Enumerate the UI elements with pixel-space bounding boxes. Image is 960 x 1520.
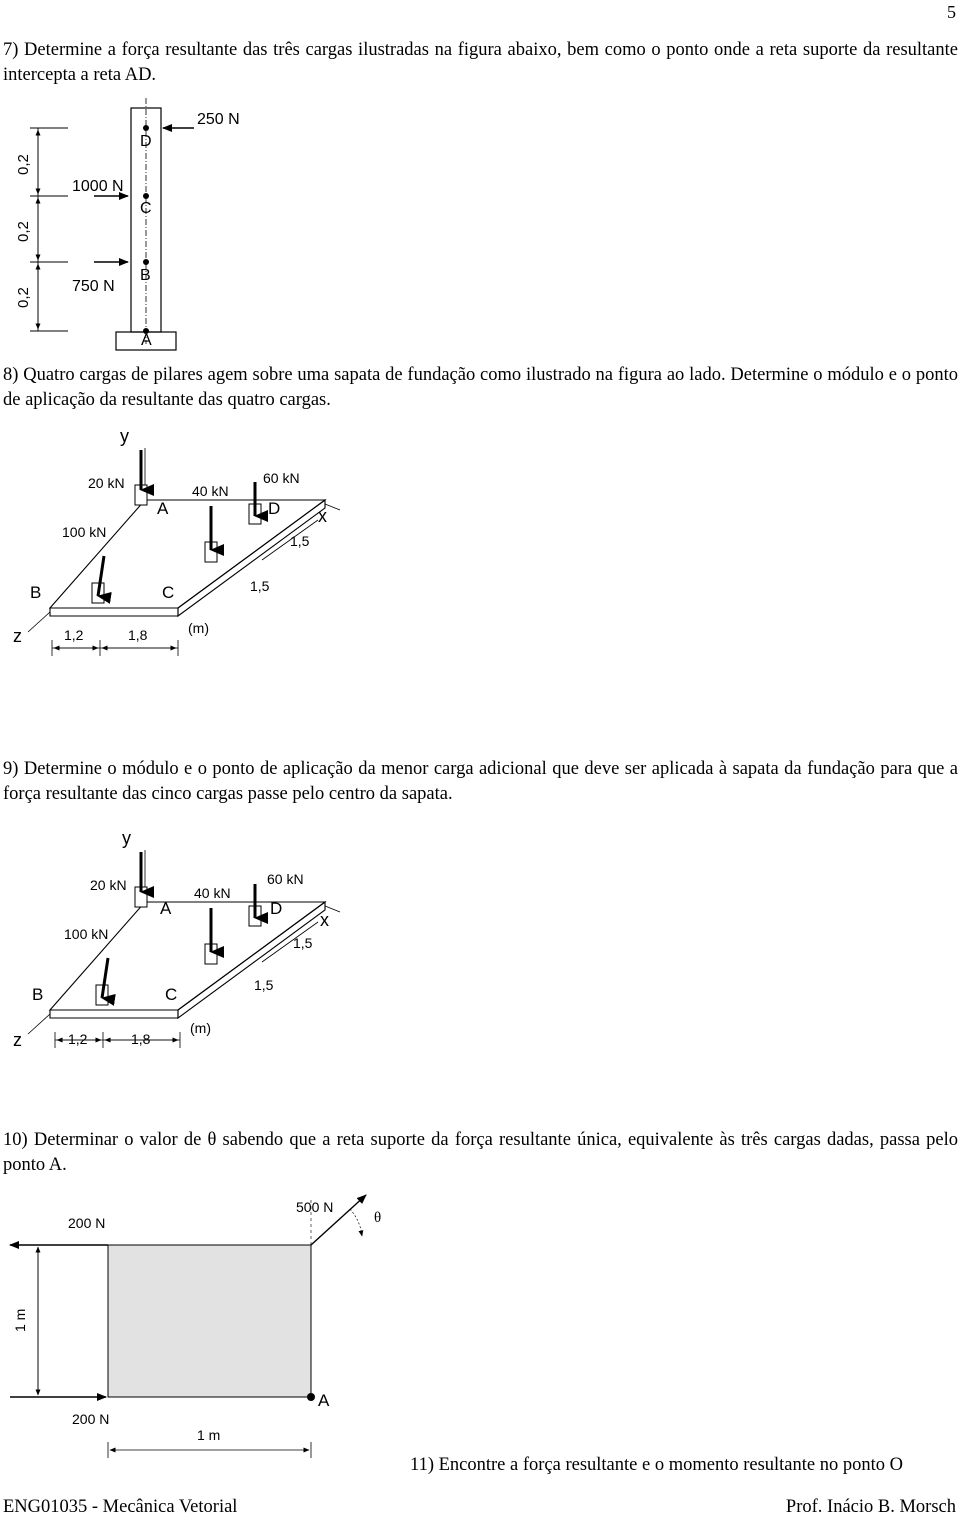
force-250-label: 250 N [197, 111, 240, 128]
dim-bottom-1: 1,2 [64, 627, 84, 643]
axis-z-label: z [13, 626, 22, 646]
dim-side-upper: 1,5 [290, 533, 310, 549]
footer-course: ENG01035 - Mecânica Vetorial [3, 1497, 238, 1517]
problem-11-text: 11) Encontre a força resultante e o momento resultante no ponto O [410, 1455, 903, 1475]
dim-horizontal-label: 1 m [197, 1427, 221, 1443]
dim-vertical-label: 1 m [12, 1308, 28, 1332]
point-d-label: D [268, 499, 281, 518]
page-number: 5 [947, 2, 956, 22]
plate [108, 1245, 311, 1397]
footing-front [50, 1010, 178, 1018]
footing-top [50, 500, 325, 608]
unit-label: (m) [188, 620, 209, 636]
force-500-label: 500 N [296, 1199, 334, 1215]
point-a-label: A [318, 1391, 330, 1410]
dim-bottom-2: 1,8 [128, 627, 148, 643]
theta-label: θ [374, 1210, 382, 1226]
problem-10-text: 10) Determinar o valor de θ sabendo que a reta suporte da força resultante única, equivalente às três cargas dadas, passa pelo ponto A. [3, 1130, 958, 1175]
force-1000-label: 1000 N [72, 178, 124, 195]
figure-problem-9 [0, 822, 960, 1082]
point-b-label: B [30, 583, 42, 602]
load-40-label: 40 kN [194, 885, 231, 901]
dim-label-top: 0,2 [15, 154, 32, 175]
theta-arc [350, 1209, 362, 1235]
point-d-label: D [140, 133, 152, 150]
point-b-label: B [32, 985, 44, 1004]
load-60-label: 60 kN [263, 470, 300, 486]
point-b-dot [143, 259, 149, 265]
force-200-top-label: 200 N [68, 1215, 106, 1231]
point-c-label: C [140, 200, 152, 217]
dim-label-bottom: 0,2 [15, 287, 32, 308]
dim-side-upper: 1,5 [293, 935, 313, 951]
point-a-label: A [141, 332, 152, 349]
point-b-label: B [140, 267, 151, 284]
point-d-dot [143, 125, 149, 131]
figure-problem-10 [0, 1190, 960, 1480]
dim-side-lower: 1,5 [250, 578, 270, 594]
dim-bottom-2: 1,8 [131, 1031, 151, 1047]
figure-problem-8 [0, 420, 960, 680]
point-a-dot [307, 1393, 315, 1401]
problem-8-text: 8) Quatro cargas de pilares agem sobre uma sapata de fundação como ilustrado na figura ao lado. Determine o módulo e o ponto de aplicação da resultante das quatro cargas. [3, 365, 958, 410]
axis-x-label: x [320, 910, 329, 930]
figure-problem-7 [0, 0, 960, 360]
point-d-label: D [270, 899, 283, 918]
footer-author: Prof. Inácio B. Morsch [785, 1497, 956, 1517]
axis-y-label: y [122, 828, 131, 848]
force-750-label: 750 N [72, 278, 115, 295]
axis-y-label: y [120, 426, 129, 446]
unit-label: (m) [190, 1020, 211, 1036]
axis-z-label: z [13, 1030, 22, 1050]
dim-side-lower: 1,5 [254, 977, 274, 993]
point-c-label: C [165, 985, 178, 1004]
problem-7-text: 7) Determine a força resultante das três cargas ilustradas na figura abaixo, bem como o ponto onde a reta suporte da resultante intercepta a reta AD. [3, 40, 958, 85]
point-a-label: A [157, 499, 169, 518]
footing-top [50, 902, 325, 1010]
problem-9-text: 9) Determine o módulo e o ponto de aplicação da menor carga adicional que deve ser aplicada à sapata da fundação para que a força resultante das cinco cargas passe pelo centro da sapata. [3, 759, 958, 804]
load-100-label: 100 kN [64, 926, 109, 942]
point-c-label: C [162, 583, 175, 602]
footing-front [50, 608, 178, 616]
point-a-label: A [160, 899, 172, 918]
dim-label-middle: 0,2 [15, 221, 32, 242]
load-60-label: 60 kN [267, 871, 304, 887]
load-100-label: 100 kN [62, 524, 107, 540]
axis-x-label: x [318, 506, 327, 526]
force-200-bottom-label: 200 N [72, 1411, 110, 1427]
point-c-dot [143, 193, 149, 199]
dim-bottom-1: 1,2 [68, 1031, 88, 1047]
load-20-label: 20 kN [88, 475, 125, 491]
load-20-label: 20 kN [90, 877, 127, 893]
load-40-label: 40 kN [192, 483, 229, 499]
